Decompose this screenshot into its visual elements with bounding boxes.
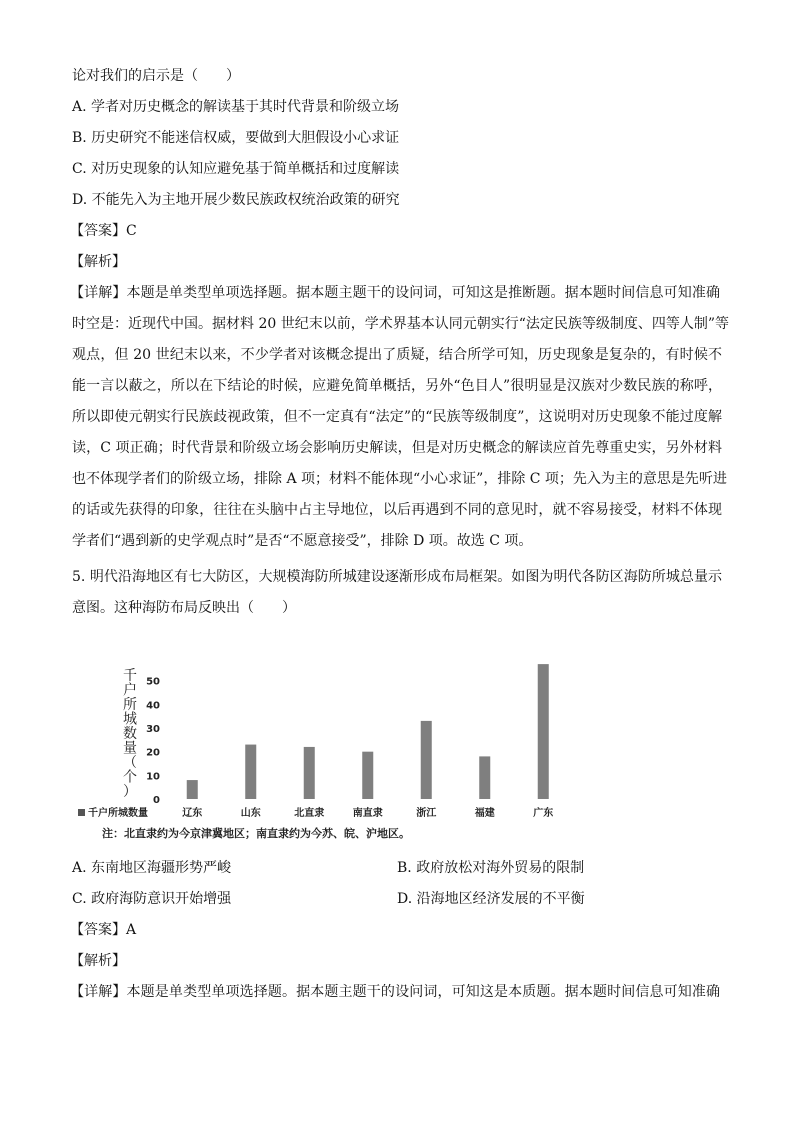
bar-北直隶 xyxy=(304,747,315,799)
q4-stem: 论对我们的启示是（ ） xyxy=(72,68,240,84)
q5-stem-line: 意图。这种海防布局反映出（ ） xyxy=(72,600,296,616)
y-axis-label-char: 城 xyxy=(123,711,137,728)
q4-detail-line: 读，C 项正确；时代背景和阶级立场会影响历史解读，但是对历史概念的解读应首先尊重史实，另外材料 xyxy=(72,440,722,456)
q5-detail-line: 【详解】本题是单类型单项选择题。据本题主题干的设问词，可知这是本质题。据本题时间信息可知准确 xyxy=(70,984,720,1000)
x-category-label: 南直隶 xyxy=(352,808,383,819)
x-category-label: 辽东 xyxy=(182,808,203,819)
y-axis-label-char: ） xyxy=(123,784,137,800)
x-category-label: 浙江 xyxy=(416,808,437,819)
q4-option-c: C. 对历史现象的认知应避免基于简单概括和过度解读 xyxy=(72,161,400,177)
bar-山东 xyxy=(245,745,256,799)
y-tick-label: 20 xyxy=(146,747,160,759)
q4-detail-line: 学者们“遇到新的史学观点时”是否“不愿意接受”，排除 D 项。故选 C 项。 xyxy=(72,533,533,549)
chart-note: 注：北直隶约为今京津冀地区；南直隶约为今苏、皖、沪地区。 xyxy=(102,827,410,840)
y-axis-label-char: （ xyxy=(123,755,137,771)
q5-analysis-label: 【解析】 xyxy=(70,953,126,969)
y-axis-label-char: 千 xyxy=(123,668,137,684)
y-tick-label: 10 xyxy=(146,771,160,783)
y-tick-label: 0 xyxy=(153,795,160,806)
q4-detail-line: 【详解】本题是单类型单项选择题。据本题主题干的设问词，可知这是推断题。据本题时间信息可知准确 xyxy=(70,285,720,301)
chart-x-labels xyxy=(182,806,553,819)
chart-bars xyxy=(187,664,549,799)
x-category-label: 福建 xyxy=(474,808,495,819)
q5-option-a: A. 东南地区海疆形势严峻 xyxy=(72,860,232,876)
q4-option-d: D. 不能先入为主地开展少数民族政权统治政策的研究 xyxy=(72,192,400,208)
chart-y-axis-label xyxy=(123,668,137,800)
y-axis-label-char: 量 xyxy=(123,740,137,757)
chart-y-ticks xyxy=(146,677,160,806)
bar-南直隶 xyxy=(362,752,373,799)
x-category-label: 北直隶 xyxy=(294,808,325,819)
y-axis-label-char: 所 xyxy=(123,697,137,713)
bar-福建 xyxy=(479,756,490,799)
q4-option-b: B. 历史研究不能迷信权威，要做到大胆假设小心求证 xyxy=(72,130,400,146)
q5-answer: 【答案】A xyxy=(70,922,137,938)
y-axis-label-char: 数 xyxy=(123,726,137,742)
y-tick-label: 50 xyxy=(146,676,160,688)
q5-option-b: B. 政府放松对海外贸易的限制 xyxy=(397,860,585,876)
q4-option-a: A. 学者对历史概念的解读基于其时代背景和阶级立场 xyxy=(72,99,400,115)
q4-detail-line: 所以即使元朝实行民族歧视政策，但不一定真有“法定”的“民族等级制度”，这说明对历史现象不能过度解 xyxy=(72,409,722,425)
q4-analysis-label: 【解析】 xyxy=(70,254,126,270)
q4-answer: 【答案】C xyxy=(70,223,137,239)
y-axis-label-char: 个 xyxy=(123,769,137,786)
bar-广东 xyxy=(538,664,549,799)
y-tick-label: 30 xyxy=(146,724,160,735)
bar-chart xyxy=(72,628,554,843)
q5-option-c: C. 政府海防意识开始增强 xyxy=(72,891,232,907)
q5-option-d: D. 沿海地区经济发展的不平衡 xyxy=(397,891,585,907)
legend-swatch xyxy=(78,809,85,816)
legend-label: 千户所城数量 xyxy=(88,808,148,819)
y-axis-label-char: 户 xyxy=(123,682,137,699)
q5-stem-line: 5. 明代沿海地区有七大防区，大规模海防所城建设逐渐形成布局框架。如图为明代各防区海防所城总量示 xyxy=(72,569,722,585)
q4-detail-line: 的话或先获得的印象，往往在头脑中占主导地位，以后再遇到不同的意见时，就不容易接受，材料不体现 xyxy=(72,502,722,518)
q4-detail-line: 也不体现学者们的阶级立场，排除 A 项；材料不能体现“小心求证”，排除 C 项；先入为主的意思是先听进 xyxy=(72,471,727,487)
x-category-label: 山东 xyxy=(240,808,261,819)
bar-浙江 xyxy=(421,721,432,799)
y-tick-label: 40 xyxy=(146,700,160,712)
bar-辽东 xyxy=(187,780,198,799)
q4-detail-line: 能一言以蔽之，所以在下结论的时候，应避免简单概括，另外“色目人”很明显是汉族对少数民族的称呼， xyxy=(72,378,722,394)
q4-detail-line: 时空是：近现代中国。据材料 20 世纪末以前，学术界基本认同元朝实行“法定民族等级制度、四等人制”等 xyxy=(72,316,730,332)
x-category-label: 广东 xyxy=(533,808,554,819)
q4-detail-line: 观点，但 20 世纪末以来，不少学者对该概念提出了质疑，结合所学可知，历史现象是复杂的，有时候不 xyxy=(72,347,722,363)
